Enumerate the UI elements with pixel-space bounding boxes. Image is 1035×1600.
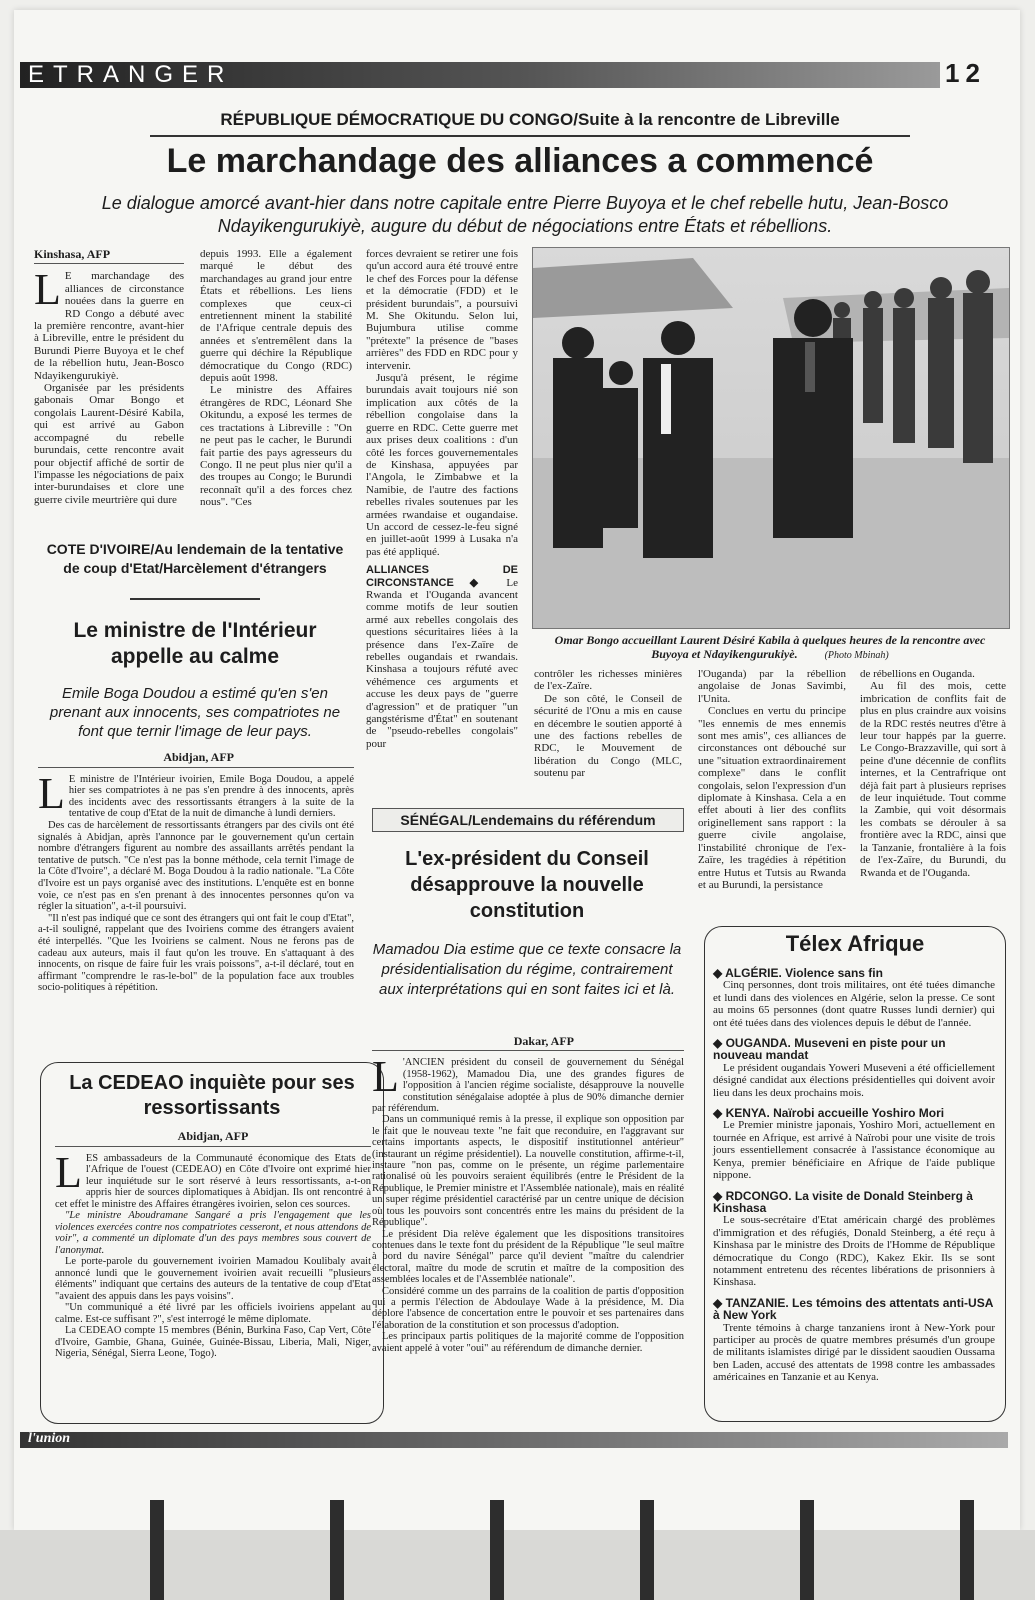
scan-bar	[150, 1500, 164, 1600]
senegal-body	[372, 1036, 684, 1354]
cedeao-dropcap: L	[55, 1147, 82, 1197]
cedeao-p2: "Le ministre Aboudramane Sangaré a pris l'engagement que les violences exercées contre nos compatriotes cesseront, et nous attendons de voir", a commenté un diplomate d'un des pays membres sous couvert de l'anonymat.	[55, 1210, 371, 1256]
cote-ivoire-dropcap: L	[38, 768, 65, 818]
main-column-1	[34, 248, 184, 506]
senegal-headline: L'ex-président du Conseil désapprouve la nouvelle constitution	[405, 848, 649, 922]
main-dropcap: L	[34, 265, 61, 315]
telex-item-title: ◆ KENYA. Naïrobi accueille Yoshiro Mori	[713, 1106, 945, 1121]
section-label: ETRANGER	[28, 61, 234, 88]
scan-bar	[960, 1500, 974, 1600]
main-kicker: RÉPUBLIQUE DÉMOCRATIQUE DU CONGO/Suite à la rencontre de Libreville	[220, 110, 840, 129]
main-col4b-text: De son côté, le Conseil de sécurité de l'Onu a mis en cause en décembre le soutien apporté à une des factions rebelles de RDC, le Mouvement de libération du Congo (MLC, soutenu par	[534, 692, 682, 780]
main-column-6	[860, 668, 1006, 879]
cote-ivoire-p2: Des cas de harcèlement de ressortissants étrangers par des civils ont été signalés à Abidjan, après l'annonce par le gouvernement qu'un certain nombre d'étrangers figurent au nombre des assaillants arrêtés pendant la tentative de putsch. "Ce n'est pas la bonne méthode, cela ternit l'image de la Côte d'Ivoire", a déclaré M. Boga Doudou à la radio nationale. "La Côte d'Ivoire est un pays organisé avec des institutions. L'enquête est en bonne voie, ce n'est pas en s'en prenant à des innocentes personnes qu'on va régler la situation", a-t-il poursuivi.	[38, 819, 354, 913]
cote-ivoire-headline: Le ministre de l'Intérieur appelle au calme	[73, 619, 317, 668]
cedeao-body	[55, 1131, 371, 1360]
main-column-4	[534, 668, 682, 780]
main-col3-text: forces devraient se retirer une fois qu'un accord aura été trouvé entre le chef des Forces pour la défense et la démocratie (FDD) et le président burundais", a poursuivi M. She Okitundu. Selon lui, Bujumbura utilise comme "prétexte" la présence de "bases arrières" des FDD en RDC pour y intervenir.	[366, 248, 518, 372]
senegal-p5: Les principaux partis politiques de la majorité comme de l'opposition avaient appelé à voter "oui" au référendum de dimanche dernier.	[372, 1331, 684, 1354]
cedeao-p5: La CEDEAO compte 15 membres (Bénin, Burkina Faso, Cap Vert, Côte d'Ivoire, Gambie, Ghana, Guinée, Guinée-Bissau, Liberia, Mali, Niger, Nigeria, Sénégal, Sierra Leone, Togo).	[55, 1325, 371, 1359]
senegal-deck: Mamadou Dia estime que ce texte consacre la présidentialisation du régime, contrairement aux interprétations qui en sont faites ici et là.	[372, 941, 682, 998]
telex-item	[713, 1037, 995, 1099]
telex-item-body: Cinq personnes, dont trois militaires, ont été tuées dimanche et lundi dans des violences en Algérie, selon la presse. Ce sont au moins 65 personnes (dont quatre Russes lundi dernier) qui ont été tuées dans des violences depuis le début de l'année.	[713, 979, 995, 1029]
cote-ivoire-p3: "Il n'est pas indiqué que ce sont des étrangers qui ont fait le coup d'Etat", a-t-il souligné, rappelant que des Ivoiriens comme des étrangers avaient été interpellés. "Que les Ivoiriens se calment. Nous ne ferons pas de cadeau aux auteurs, mais il faut qu'on les trouve. En s'attaquant à des innocents, on risque de faire fuir les vrais poissons", a-t-il déclaré, tout en affirmant "comprendre le ras-le-bol" de la population face aux troubles socio-politiques à répétition.	[38, 912, 354, 994]
telex-item-body: Le sous-secrétaire d'Etat américain chargé des problèmes d'immigration et des réfugiés, Donald Steinberg, a été reçu à Kinshasa par le ministre des Droits de l'Homme de République démocratique du Congo (RDC), Kakez Ekir. Ils se sont notamment entretenu des récentes libérations de prisonniers à Kinshasa.	[713, 1214, 995, 1289]
main-col5b-text: Conclues en vertu du principe "les ennemis de mes ennemis sont mes amis", ces alliances de circonstances ont débouché sur une "situation extraordinairement complexe" dans le conflit congolais, selon l'expression d'un diplomate à Kinshasa. Cela a en effet abouti à lier des conflits originellement sans rapport : la guerre civile angolaise, l'instabilité chronique de l'ex-Zaïre, les tragédies à répétition entre Hutus et Tutsis au Rwanda et au Burundi, la persistance	[698, 705, 846, 891]
cote-ivoire-p1: E ministre de l'Intérieur ivoirien, Emile Boga Doudou, a appelé hier ses compatriotes à ne pas s'en prendre à des innocents, après des incidents avec des ressortissants étrangers à la suite de la tentative de coup d'Etat de la nuit de dimanche à lundi derniers.	[68, 773, 354, 820]
cedeao-dateline: Abidjan, AFP	[55, 1131, 371, 1147]
cedeao-headline: La CEDEAO inquiète pour ses ressortissants	[69, 1072, 355, 1119]
telex-item-title: ◆ RDCONGO. La visite de Donald Steinberg à Kinshasa	[713, 1188, 973, 1215]
telex-item-title: ◆ OUGANDA. Museveni en piste pour un nouveau mandat	[713, 1036, 946, 1063]
telex-title: Télex Afrique	[785, 931, 925, 956]
cote-ivoire-deck: Emile Boga Doudou a estimé qu'en s'en prenant aux innocents, ses compatriotes ne font que ternir l'image de leur pays.	[49, 685, 341, 740]
senegal-dropcap: L	[372, 1052, 399, 1102]
main-col6-text: de rébellions en Ouganda.	[860, 668, 975, 680]
telex-item	[713, 967, 995, 1029]
page-number: 12	[945, 58, 986, 88]
cote-ivoire-dateline: Abidjan, AFP	[38, 752, 354, 768]
photo-illustration	[533, 248, 1009, 628]
main-col4-text: contrôler les richesses minières de l'ex-Zaïre.	[534, 668, 682, 693]
photo-caption	[540, 633, 1000, 663]
telex-item-body: Le président ougandais Yoweri Museveni a été officiellement désigné candidat aux élections présidentielles qui doivent avoir lieu dans les deux prochains mois.	[713, 1061, 995, 1099]
cedeao-p3: Le porte-parole du gouvernement ivoirien Mamadou Koulibaly avait annoncé lundi que le gouvernement ivoirien avait recueilli "plusieurs éléments" indiquant que certains des auteurs de la tentative de coup d'Etat "avaient des appuis dans les pays voisins".	[55, 1256, 371, 1302]
main-col5-text: l'Ouganda) par la rébellion angolaise de Jonas Savimbi, l'Unita.	[698, 668, 846, 705]
main-dateline: Kinshasa, AFP	[34, 248, 184, 264]
cedeao-p4: "Un communiqué a été livré par les officiels ivoiriens appelant au calme. Est-ce suffisant ?", s'est interrogé le même diplomate.	[55, 1302, 371, 1325]
main-col1-text: E marchandage des alliances de circonstance nouées dans la guerre en RD Congo a débuté avec la première rencontre, avant-hier à Libreville, entre le président du Burundi Pierre Buyoya et le chef de la rébellion hutu, Jean-Bosco Ndayikengurukiyè.	[34, 270, 184, 382]
scan-bar	[800, 1500, 814, 1600]
telex-box	[704, 926, 1006, 1422]
main-column-5	[698, 668, 846, 891]
telex-item	[713, 1190, 995, 1289]
telex-item-title: ◆ ALGÉRIE. Violence sans fin	[713, 966, 883, 980]
senegal-p3: Le président Dia relève également que les dispositions transitoires contenues dans le texte font du président de la République "le seul maître à bord du navire Sénégal" parce qu'il devient "maître du calendrier électoral, maître du mode de scrutin et maître de la composition des assemblées locales et de l'Assemblée nationale".	[372, 1228, 684, 1286]
senegal-kicker: SÉNÉGAL/Lendemains du référendum	[372, 808, 684, 832]
telex-item	[713, 1297, 995, 1384]
newspaper-name: l'union	[28, 1431, 71, 1446]
cote-ivoire-kicker: COTE D'IVOIRE/Au lendemain de la tentative de coup d'Etat/Harcèlement d'étrangers	[46, 541, 344, 576]
scan-bar	[330, 1500, 344, 1600]
telex-items	[713, 967, 995, 1392]
main-col2-text: depuis 1993. Elle a également marqué le début des marchandages au grand jour entre États et rébellions. Les liens complexes que ceux-ci entretiennent minent la stabilité de l'Afrique centrale depuis des années et s'entremêlent dans la guerre qui déchire la République démocratique du Congo (RDC) depuis août 1998.	[200, 248, 352, 385]
main-col1b-text: Organisée par les présidents gabonais Omar Bongo et congolais Laurent-Désiré Kabila, qui est arrivé au Gabon accompagné du rebelle burundais, cette rencontre avait pour objectif affiché de sortir de l'impasse les négociations de paix inter-burundaises et clore une guerre civile meurtrière qui dure	[34, 382, 184, 506]
senegal-dateline: Dakar, AFP	[372, 1036, 684, 1051]
section-header-bar	[20, 62, 940, 88]
main-deck: Le dialogue amorcé avant-hier dans notre capitale entre Pierre Buyoya et le chef rebelle hutu, Jean-Bosco Ndayikengurukiyè, augure du début de négociations entre États et rébellions.	[101, 193, 949, 236]
senegal-p1: 'ANCIEN président du conseil de gouvernement du Sénégal (1958-1962), Mamadou Dia, une des grandes figures de l'opposition à l'ancien régime socialiste, désapprouve la nouvelle constitution sénégalaise adoptée à plus de 90% dimanche dernier par référendum.	[372, 1057, 684, 1115]
main-headline: Le marchandage des alliances a commencé	[166, 142, 874, 180]
main-column-3	[366, 248, 518, 750]
cote-ivoire-rule	[130, 598, 260, 600]
news-photo	[532, 247, 1010, 629]
senegal-p4: Considéré comme un des parrains de la coalition de partis d'opposition qui a permis l'élection de Abdoulaye Wade à la présidence, M. Dia déplore l'absence de concertation entre le pouvoir et ses partenaires dans l'élaboration de la constitution et son processus d'adoption.	[372, 1285, 684, 1331]
telex-item-body: Le Premier ministre japonais, Yoshiro Mori, actuellement en tournée en Afrique, est arrivé à Naïrobi pour une visite de trois jours essentiellement consacrée à l'assistance économique au Kenya, premier bénéficiaire en Afrique de l'aide publique nippone.	[713, 1119, 995, 1182]
main-col2b-text: Le ministre des Affaires étrangères de RDC, Léonard She Okitundu, a exposé les termes de ces tractations à Libreville : "On ne peut pas le cacher, le Burundi fait partie des pays agresseurs du Congo. Il ne peut plus nier qu'il a des troupes au Congo; le Burundi reconnaît qu'il a des forces chez nous". "Ces	[200, 384, 352, 509]
main-col3c-text: Le Rwanda et l'Ouganda avancent comme motifs de leur soutien armé aux rebelles congolais des questions sécuritaires liées à la présence dans l'ex-Zaïre de rebelles ougandais et rwandais. Kinshasa a toujours réfuté avec véhémence ces arguments et accuse les deux pays de "guerre d'agression" et de pratiquer "un gangstérisme d'État" en soutenant de "pseudo-rebelles congolais" pour	[366, 576, 519, 750]
scan-bar	[640, 1500, 654, 1600]
scan-bar	[490, 1500, 504, 1600]
telex-item	[713, 1107, 995, 1181]
cote-ivoire-body	[38, 752, 354, 994]
cedeao-p1: ES ambassadeurs de la Communauté économique des Etats de l'Afrique de l'ouest (CEDEAO) en Côte d'Ivoire ont exprimé hier leur inquiétude sur le sort réservé à leurs ressortissants, a-t-on appris hier de sources diplomatiques à Abidjan. Ils ont rencontré à cet effet le ministre des Affaires étrangères ivoirien, selon ces sources.	[55, 1152, 371, 1210]
main-column-2	[200, 248, 352, 509]
photo-credit: (Photo Mbinah)	[824, 650, 889, 661]
footer-bar	[20, 1432, 1008, 1448]
main-col6b-text: Au fil des mois, cette imbrication de conflits fait de plus en plus craindre aux voisins de la RDC restés neutres d'être à leur tour happés par la guerre. Le Congo-Brazzaville, qui sort à peine d'une décennie de conflits internes, et la Centrafrique ont déjà fait part à plusieurs reprises de leur inquiétude. Tout comme la Zambie, qui voit désormais les combats se dérouler à sa frontière avec la RDC, ainsi que la Tanzanie, frontalière à la fois de l'ex-Zaïre, du Burundi, du Rwanda et de l'Ouganda.	[860, 680, 1006, 879]
senegal-p2: Dans un communiqué remis à la presse, il explique son opposition par le fait que le nouveau texte "ne fait que reconduire, en l'aggravant sur certains importants aspects, le dispositif institutionnel antérieur" (instaurant un régime présidentiel). La nouvelle constitution, affirme-t-il, instaure "non pas, comme on le présente, un régime parlementaire rationalisé où les pouvoirs seraient équilibrés (entre le Président de la République, le Premier ministre et l'Assemblée nationale), mais en réalité un super régime présidentiel caractérisé par un centre unique de décision où tous les pouvoirs sont concentrés entre les mains du président de la République".	[372, 1114, 684, 1229]
kicker-rule	[150, 135, 910, 137]
alliances-subhead: ALLIANCES DE CIRCONSTANCE ◆	[366, 564, 518, 589]
main-col3b-text: Jusqu'à présent, le régime burundais avait toujours nié son implication aux côtés de la rébellion congolaise dans la guerre en RDC. Cette guerre met aux prises deux coalitions : d'un côté les forces gouvernementales de Kinshasa, appuyées par l'Angola, le Zimbabwe et la Namibie, de l'autre des factions rebelles rivales soutenues par les armées rwandaise et ougandaise. Un accord de cessez-le-feu signé en juillet-août 1999 à Lusaka n'a pas été appliqué.	[366, 372, 518, 558]
cedeao-box	[40, 1062, 384, 1424]
telex-item-body: Trente témoins à charge tanzaniens iront à New-York pour participer au procès de quatre membres présumés d'un groupe de militants islamistes dirigé par le dissident saoudien Oussama ben Laden, accusé des attentats de 1998 contre les ambassades américaines en Tanzanie et au Kenya.	[713, 1321, 995, 1384]
photo-caption-text: Omar Bongo accueillant Laurent Désiré Kabila à quelques heures de la rencontre avec Buyoya et Ndayikengurukiyè.	[554, 633, 986, 661]
telex-item-title: ◆ TANZANIE. Les témoins des attentats anti-USA à New York	[713, 1295, 993, 1323]
